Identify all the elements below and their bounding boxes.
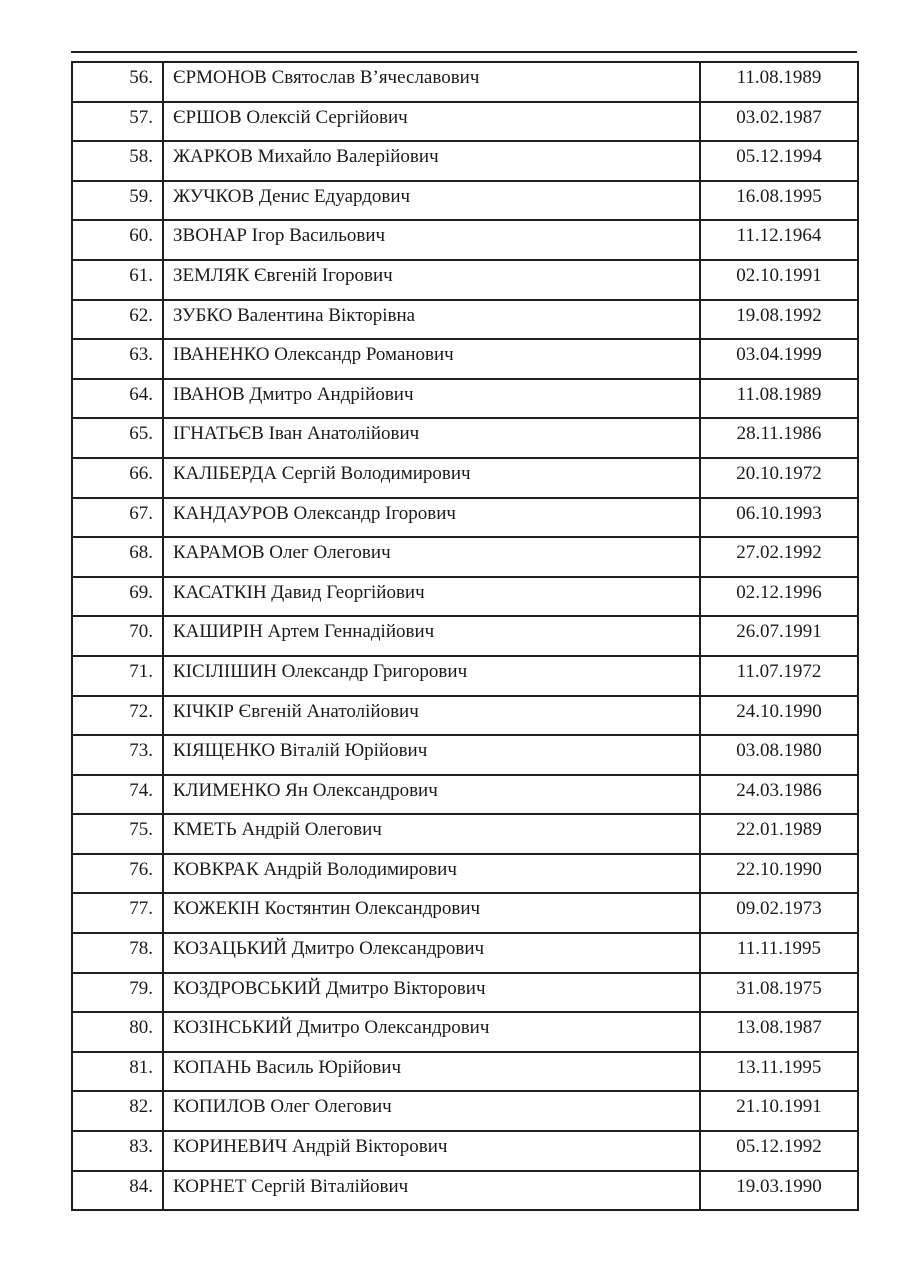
row-number-cell: 66.: [72, 458, 163, 498]
table-row: [72, 973, 858, 1013]
table-row: [72, 339, 858, 379]
table-row: [72, 933, 858, 973]
row-number-cell: 82.: [72, 1091, 163, 1131]
person-name-cell: ЗВОНАР Ігор Васильович: [163, 220, 700, 260]
birth-date-cell: 19.03.1990: [700, 1171, 858, 1211]
birth-date-cell: 21.10.1991: [700, 1091, 858, 1131]
table-row: [72, 1171, 858, 1211]
person-name-cell: КМЕТЬ Андрій Олегович: [163, 814, 700, 854]
table-row: [72, 62, 858, 102]
person-name-cell: КІЯЩЕНКО Віталій Юрійович: [163, 735, 700, 775]
birth-date-cell: 05.12.1994: [700, 141, 858, 181]
birth-date-cell: 31.08.1975: [700, 973, 858, 1013]
row-number-cell: 75.: [72, 814, 163, 854]
table-row: [72, 498, 858, 538]
table-row: [72, 300, 858, 340]
table-row: [72, 379, 858, 419]
person-name-cell: КОПАНЬ Василь Юрійович: [163, 1052, 700, 1092]
table-row: [72, 1052, 858, 1092]
row-number-cell: 61.: [72, 260, 163, 300]
person-name-cell: КАЛІБЕРДА Сергій Володимирович: [163, 458, 700, 498]
row-number-cell: 67.: [72, 498, 163, 538]
row-number-cell: 69.: [72, 577, 163, 617]
table-row: [72, 418, 858, 458]
row-number-cell: 57.: [72, 102, 163, 142]
birth-date-cell: 13.08.1987: [700, 1012, 858, 1052]
row-number-cell: 72.: [72, 696, 163, 736]
person-name-cell: ІВАНОВ Дмитро Андрійович: [163, 379, 700, 419]
birth-date-cell: 24.10.1990: [700, 696, 858, 736]
person-name-cell: КОЗДРОВСЬКИЙ Дмитро Вікторович: [163, 973, 700, 1013]
birth-date-cell: 11.07.1972: [700, 656, 858, 696]
person-name-cell: КОВКРАК Андрій Володимирович: [163, 854, 700, 894]
table-row: [72, 854, 858, 894]
person-name-cell: КОЗАЦЬКИЙ Дмитро Олександрович: [163, 933, 700, 973]
table-row: [72, 537, 858, 577]
person-name-cell: ЄРМОНОВ Святослав В’ячеславович: [163, 62, 700, 102]
birth-date-cell: 03.04.1999: [700, 339, 858, 379]
birth-date-cell: 11.08.1989: [700, 62, 858, 102]
person-name-cell: ЗЕМЛЯК Євгеній Ігорович: [163, 260, 700, 300]
row-number-cell: 68.: [72, 537, 163, 577]
person-name-cell: КАШИРІН Артем Геннадійович: [163, 616, 700, 656]
birth-date-cell: 11.12.1964: [700, 220, 858, 260]
person-name-cell: ЄРШОВ Олексій Сергійович: [163, 102, 700, 142]
table-row: [72, 102, 858, 142]
birth-date-cell: 06.10.1993: [700, 498, 858, 538]
row-number-cell: 81.: [72, 1052, 163, 1092]
table-body: [72, 62, 858, 1210]
person-name-cell: КОРИНЕВИЧ Андрій Вікторович: [163, 1131, 700, 1171]
row-number-cell: 65.: [72, 418, 163, 458]
birth-date-cell: 09.02.1973: [700, 893, 858, 933]
row-number-cell: 62.: [72, 300, 163, 340]
person-name-cell: ЖАРКОВ Михайло Валерійович: [163, 141, 700, 181]
row-number-cell: 58.: [72, 141, 163, 181]
table-row: [72, 735, 858, 775]
birth-date-cell: 28.11.1986: [700, 418, 858, 458]
personnel-table: [71, 61, 859, 1211]
birth-date-cell: 26.07.1991: [700, 616, 858, 656]
person-name-cell: КАСАТКІН Давид Георгійович: [163, 577, 700, 617]
table-row: [72, 775, 858, 815]
person-name-cell: КОЖЕКІН Костянтин Олександрович: [163, 893, 700, 933]
row-number-cell: 71.: [72, 656, 163, 696]
birth-date-cell: 03.02.1987: [700, 102, 858, 142]
table-row: [72, 1091, 858, 1131]
table-continuation-line: [71, 51, 857, 53]
birth-date-cell: 02.12.1996: [700, 577, 858, 617]
row-number-cell: 64.: [72, 379, 163, 419]
birth-date-cell: 24.03.1986: [700, 775, 858, 815]
row-number-cell: 73.: [72, 735, 163, 775]
row-number-cell: 79.: [72, 973, 163, 1013]
row-number-cell: 83.: [72, 1131, 163, 1171]
person-name-cell: КОЗІНСЬКИЙ Дмитро Олександрович: [163, 1012, 700, 1052]
row-number-cell: 76.: [72, 854, 163, 894]
birth-date-cell: 03.08.1980: [700, 735, 858, 775]
birth-date-cell: 20.10.1972: [700, 458, 858, 498]
row-number-cell: 74.: [72, 775, 163, 815]
row-number-cell: 80.: [72, 1012, 163, 1052]
table-row: [72, 577, 858, 617]
birth-date-cell: 05.12.1992: [700, 1131, 858, 1171]
birth-date-cell: 27.02.1992: [700, 537, 858, 577]
person-name-cell: ЗУБКО Валентина Вікторівна: [163, 300, 700, 340]
person-name-cell: КАРАМОВ Олег Олегович: [163, 537, 700, 577]
row-number-cell: 60.: [72, 220, 163, 260]
birth-date-cell: 22.01.1989: [700, 814, 858, 854]
birth-date-cell: 11.11.1995: [700, 933, 858, 973]
person-name-cell: КІСІЛІШИН Олександр Григорович: [163, 656, 700, 696]
birth-date-cell: 16.08.1995: [700, 181, 858, 221]
birth-date-cell: 02.10.1991: [700, 260, 858, 300]
person-name-cell: КЛИМЕНКО Ян Олександрович: [163, 775, 700, 815]
table-row: [72, 616, 858, 656]
person-name-cell: ЖУЧКОВ Денис Едуардович: [163, 181, 700, 221]
person-name-cell: КОРНЕТ Сергій Віталійович: [163, 1171, 700, 1211]
person-name-cell: ІВАНЕНКО Олександр Романович: [163, 339, 700, 379]
birth-date-cell: 19.08.1992: [700, 300, 858, 340]
birth-date-cell: 13.11.1995: [700, 1052, 858, 1092]
person-name-cell: КАНДАУРОВ Олександр Ігорович: [163, 498, 700, 538]
table-row: [72, 696, 858, 736]
table-row: [72, 893, 858, 933]
row-number-cell: 77.: [72, 893, 163, 933]
table-row: [72, 458, 858, 498]
person-name-cell: КОПИЛОВ Олег Олегович: [163, 1091, 700, 1131]
table-row: [72, 1131, 858, 1171]
table-row: [72, 220, 858, 260]
table-row: [72, 656, 858, 696]
row-number-cell: 63.: [72, 339, 163, 379]
row-number-cell: 78.: [72, 933, 163, 973]
table-row: [72, 1012, 858, 1052]
table-row: [72, 260, 858, 300]
birth-date-cell: 11.08.1989: [700, 379, 858, 419]
person-name-cell: КІЧКІР Євгеній Анатолійович: [163, 696, 700, 736]
table-row: [72, 181, 858, 221]
row-number-cell: 70.: [72, 616, 163, 656]
row-number-cell: 59.: [72, 181, 163, 221]
row-number-cell: 56.: [72, 62, 163, 102]
table-row: [72, 814, 858, 854]
row-number-cell: 84.: [72, 1171, 163, 1211]
person-name-cell: ІГНАТЬЄВ Іван Анатолійович: [163, 418, 700, 458]
table-row: [72, 141, 858, 181]
birth-date-cell: 22.10.1990: [700, 854, 858, 894]
